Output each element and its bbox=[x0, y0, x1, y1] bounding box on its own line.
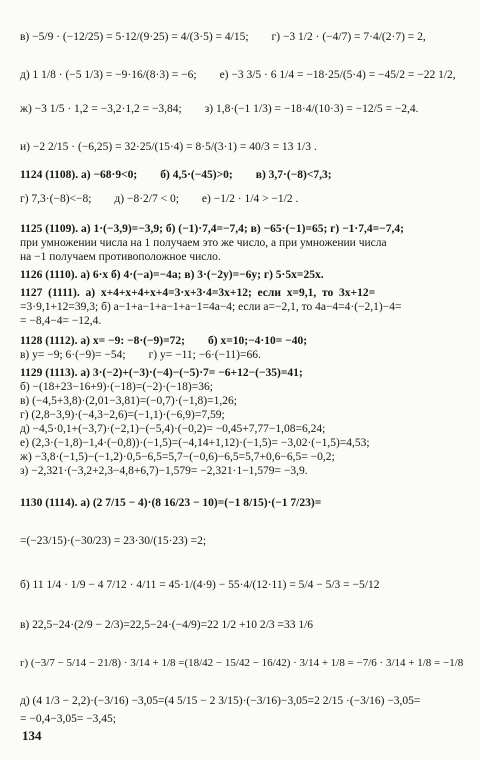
line-1128-a: 1128 (1112). а) x= −9: −8·(−9)=72; б) x=10;−4·10= −40; bbox=[20, 335, 308, 347]
line-1129-z: з) −2,321·(−3,2+2,3−4,8+6,7)−1,579= −2,321·1−1,579= −3,9. bbox=[20, 465, 308, 477]
line-1124-g: г) 7,3·(−8)<−8; д) −8·2/7 < 0; е) −1/2 · 1/4 > −1/2 . bbox=[20, 193, 299, 205]
line-1123-i: и) −2 2/15 · (−6,25) = 32·25/(15·4) = 8·5/(3·1) = 40/3 = 13 1/3 . bbox=[20, 141, 317, 153]
page-number: 134 bbox=[22, 728, 42, 743]
line-1130-a: 1130 (1114). а) (2 7/15 − 4)·(8 16/23 − 10)=(−1 8/15)·(−1 7/23)= bbox=[20, 497, 322, 509]
line-1130-d-end: = −0,4−3,05= −3,45; bbox=[20, 713, 116, 725]
line-1127-end: = −8,4−4= −12,4. bbox=[20, 315, 102, 327]
line-1129-zh: ж) −3,8·(−1,5)−(−1,2)·0,5−6,5=5,7−(−0,6)−6,5=5,7+0,6−6,5= −0,2; bbox=[20, 451, 335, 463]
line-1123-d-e: д) 1 1/8 · (−5 1/3) = −9·16/(8·3) = −6; е) −3 3/5 · 6 1/4 = −18·25/(5·4) = −45/2 = −22 1/2, bbox=[20, 69, 456, 81]
line-1128-v: в) y= −9; 6·(−9)= −54; г) y= −11; −6·(−11)=66. bbox=[20, 349, 261, 361]
line-1124-a: 1124 (1108). а) −68·9<0; б) 4,5·(−45)>0; в) 3,7·(−8)<7,3; bbox=[20, 169, 332, 181]
line-1129-g: г) (2,8−3,9)·(−4,3−2,6)=(−1,1)·(−6,9)=7,59; bbox=[20, 409, 225, 421]
line-1129-v: в) (−4,5+3,8)·(2,01−3,81)=(−0,7)·(−1,8)=1,26; bbox=[20, 395, 237, 407]
line-1123-zh-z: ж) −3 1/5 · 1,2 = −3,2·1,2 = −3,84; з) 1,8·(−1 1/3) = −18·4/(10·3) = −12/5 = −2,4. bbox=[20, 103, 419, 115]
line-1129-d: д) −4,5·0,1+(−3,7)·(−2,1)−(−5,4)·(−0,2)= −0,45+7,77−1,08=6,24; bbox=[20, 423, 326, 435]
line-1130-a-cont: =(−23/15)·(−30/23) = 23·30/(15·23) =2; bbox=[20, 535, 207, 547]
line-1126: 1126 (1110). а) 6·x б) 4·(−a)=−4a; в) 3·(−2y)=−6y; г) 5·5x=25x. bbox=[20, 269, 324, 281]
line-1130-v: в) 22,5−24·(2/9 − 2/3)=22,5−24·(−4/9)=22 1/2 +10 2/3 =33 1/6 bbox=[20, 619, 314, 631]
line-1127-b: =3·9,1+12=39,3; б) a−1+a−1+a−1+a−1=4a−4; если a=−2,1, то 4a−4=4·(−2,1)−4= bbox=[20, 301, 402, 313]
line-1125-text-1: при умножении числа на 1 получаем это же число, а при умножении числа bbox=[20, 237, 387, 249]
line-1129-a: 1129 (1113). а) 3·(−2)+(−3)·(−4)−(−5)·7= −6+12−(−35)=41; bbox=[20, 367, 303, 379]
line-1123-v-g: в) −5/9 · (−12/25) = 5·12/(9·25) = 4/(3·5) = 4/15; г) −3 1/2 · (−4/7) = 7·4/(2·7) = 2, bbox=[20, 31, 426, 43]
line-1129-e: е) (2,3·(−1,8)−1,4·(−0,8))·(−1,5)=(−4,14+1,12)·(−1,5)= −3,02·(−1,5)=4,53; bbox=[20, 437, 370, 449]
line-1125-text-2: на −1 получаем противоположное число. bbox=[20, 251, 221, 263]
line-1130-b: б) 11 1/4 · 1/9 − 4 7/12 · 4/11 = 45·1/(4·9) − 55·4/(12·11) = 5/4 − 5/3 = −5/12 bbox=[20, 579, 380, 591]
line-1125-a: 1125 (1109). а) 1·(−3,9)=−3,9; б) (−1)·7,4=−7,4; в) −65·(−1)=65; г) −1·7,4=−7,4; bbox=[20, 223, 404, 235]
line-1130-g: г) (−3/7 − 5/14 − 21/8) · 3/14 + 1/8 =(18/42 − 15/42 − 16/42) · 3/14 + 1/8 = −7/6 · 3/14 + 1/8 = −1/8 bbox=[20, 657, 464, 669]
line-1130-d: д) (4 1/3 − 2,2)·(−3/16) −3,05=(4 5/15 − 2 3/15)·(−3/16)−3,05=2 2/15 ·(−3/16) −3,05= bbox=[20, 695, 421, 707]
line-1129-b: б) −(18+23−16+9)·(−18)=(−2)·(−18)=36; bbox=[20, 381, 213, 393]
line-1127-a: 1127 (1111). а) x+4+x+4+x+4=3·x+3·4=3x+12; если x=9,1, то 3x+12= bbox=[20, 287, 376, 299]
